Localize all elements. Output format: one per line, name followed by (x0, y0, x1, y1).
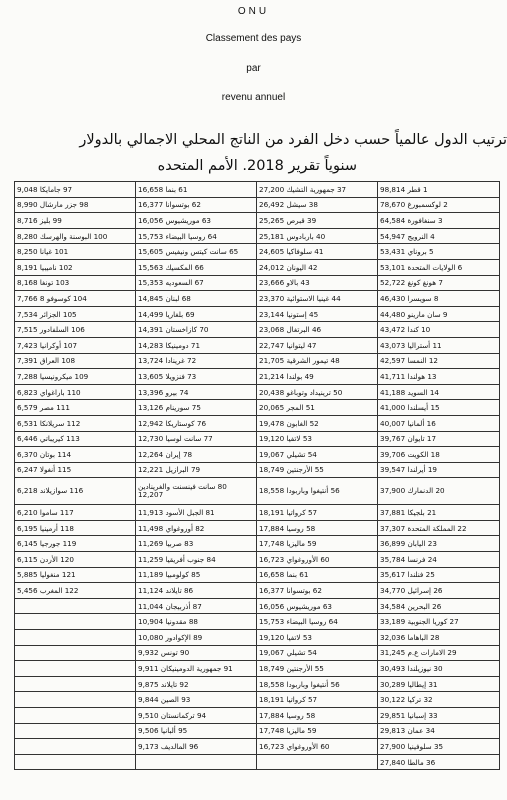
table-cell: 111 مصر 6,579 (15, 400, 136, 416)
header-subtitle: revenu annuel (221, 92, 286, 103)
table-cell: 56 أنتيغوا وباربودا 18,558 (257, 478, 378, 505)
table-cell: 13 هولندا 41,711 (378, 369, 500, 385)
table-cell (15, 645, 136, 661)
table-row (15, 536, 500, 552)
table-cell: 9 سان مارينو 44,480 (378, 306, 500, 322)
table-cell: 41 سلوفاكيا 24,605 (257, 244, 378, 260)
table-cell: 49 بولندا 21,214 (257, 369, 378, 385)
table-row (15, 754, 500, 770)
table-cell: 97 جامايكا 9,048 (15, 182, 136, 198)
table-cell: 24 فرنسا 35,784 (378, 552, 500, 568)
table-cell: 44 غينيا الاستوائية 23,370 (257, 291, 378, 307)
table-cell: 101 غيانا 8,250 (15, 244, 136, 260)
arabic-title-line-2: سنوياً تقرير 2018. الأمم المتحده (157, 158, 357, 174)
table-cell (15, 614, 136, 630)
table-cell: 67 السعوديه 15,353 (136, 275, 257, 291)
table-cell (15, 630, 136, 646)
table-cell: 83 صربيا 11,269 (136, 536, 257, 552)
ranking-table-body (15, 182, 500, 770)
table-cell: 7 هونغ كونغ 52,722 (378, 275, 500, 291)
table-row (15, 723, 500, 739)
table-cell: 75 سورينام 13,126 (136, 400, 257, 416)
table-cell (15, 739, 136, 755)
table-row (15, 369, 500, 385)
table-cell: 6 الولايات المتحدة 53,101 (378, 259, 500, 275)
table-row (15, 213, 500, 229)
table-cell: 54 تشيلي 19,067 (257, 447, 378, 463)
table-cell: 8 سويسرا 46,430 (378, 291, 500, 307)
table-row (15, 415, 500, 431)
table-cell: 110 باراغواي 6,823 (15, 384, 136, 400)
table-cell: 63 موريشيوس 16,056 (136, 213, 257, 229)
table-cell: 36 مالطا 27,840 (378, 754, 500, 770)
table-cell: 3 سنغافورة 64,584 (378, 213, 500, 229)
table-cell: 87 أذربيجان 11,044 (136, 598, 257, 614)
header-connector: par (246, 63, 261, 74)
table-cell: 11 أستراليا 43,073 (378, 337, 500, 353)
table-cell: 35 سلوفينيا 27,900 (378, 739, 500, 755)
table-cell: 40 باربادوس 25,181 (257, 228, 378, 244)
table-cell (15, 676, 136, 692)
table-row (15, 739, 500, 755)
table-cell: 91 جمهورية الدومينيكان 9,911 (136, 661, 257, 677)
table-row (15, 462, 500, 478)
table-cell: 108 العراق 7,391 (15, 353, 136, 369)
table-cell: 46 البرتغال 23,068 (257, 322, 378, 338)
table-cell: 104 كوسوفو 8 7,766 (15, 291, 136, 307)
table-cell: 57 كرواتيا 18,191 (257, 505, 378, 521)
table-cell: 92 تايلاند 9,875 (136, 676, 257, 692)
table-row (15, 306, 500, 322)
table-cell: 71 دومينيكا 14,283 (136, 337, 257, 353)
table-cell: 42 اليونان 24,012 (257, 259, 378, 275)
table-row (15, 661, 500, 677)
table-cell (257, 754, 378, 770)
table-cell: 113 كيريباتي 6,446 (15, 431, 136, 447)
table-cell: 15 أيسلندا 41,000 (378, 400, 500, 416)
table-cell (15, 692, 136, 708)
table-cell: 115 أنغولا 6,247 (15, 462, 136, 478)
table-cell: 60 الأوروغواي 16,723 (257, 739, 378, 755)
table-cell: 93 الصين 9,844 (136, 692, 257, 708)
table-cell: 63 موريشيوس 16,056 (257, 598, 378, 614)
table-cell: 61 بنما 16,658 (136, 182, 257, 198)
table-cell: 119 جورجيا 6,145 (15, 536, 136, 552)
table-cell: 59 ماليزيا 17,748 (257, 723, 378, 739)
table-cell: 34 عمان 29,813 (378, 723, 500, 739)
table-cell: 21 بلجيكا 37,881 (378, 505, 500, 521)
table-cell: 72 غرينادا 13,724 (136, 353, 257, 369)
table-cell: 106 السلفادور 7,515 (15, 322, 136, 338)
table-cell: 100 البوسنة والهرسك 8,280 (15, 228, 136, 244)
table-cell: 1 قطر 98,814 (378, 182, 500, 198)
table-cell: 69 بلغاريا 14,499 (136, 306, 257, 322)
table-cell: 26 إسرائيل 34,770 (378, 583, 500, 599)
table-cell: 18 الكويت 39,706 (378, 447, 500, 463)
table-cell: 55 الأرجنتين 18,749 (257, 661, 378, 677)
table-cell: 80 سانت فينسنت والغرينادين 12,207 (136, 478, 257, 505)
table-cell: 48 تيمور الشرقية 21,705 (257, 353, 378, 369)
table-cell (15, 661, 136, 677)
table-cell: 10 كندا 43,472 (378, 322, 500, 338)
table-cell: 94 تركمانستان 9,510 (136, 708, 257, 724)
table-cell (15, 598, 136, 614)
table-cell: 56 أنتيغوا وباربودا 18,558 (257, 676, 378, 692)
table-cell: 19 أيرلندا 39,547 (378, 462, 500, 478)
table-cell: 45 إستونيا 23,144 (257, 306, 378, 322)
table-cell: 74 بيرو 13,396 (136, 384, 257, 400)
arabic-title-line-1: ترتيب الدول عالمياً حسب دخل الفرد من الناتج المحلي الاجمالي بالدولار (79, 132, 507, 148)
table-cell (15, 754, 136, 770)
table-cell: 114 بوتان 6,370 (15, 447, 136, 463)
table-cell: 58 روسيا 17,884 (257, 708, 378, 724)
table-cell: 96 المالديف 9,173 (136, 739, 257, 755)
header-title: Classement des pays (205, 33, 302, 44)
table-row (15, 291, 500, 307)
table-row (15, 182, 500, 198)
table-cell: 107 أوكرانيا 7,423 (15, 337, 136, 353)
table-cell: 57 كرواتيا 18,191 (257, 692, 378, 708)
table-cell: 62 بوتسوانا 16,377 (257, 583, 378, 599)
table-row (15, 447, 500, 463)
table-cell: 60 الأوروغواي 16,723 (257, 552, 378, 568)
table-cell: 61 بنما 16,658 (257, 567, 378, 583)
table-cell: 12 النمسا 42,597 (378, 353, 500, 369)
ranking-table (14, 181, 500, 770)
table-cell: 102 ناميبيا 8,191 (15, 259, 136, 275)
table-row (15, 520, 500, 536)
table-cell: 2 لوكسمبورغ 78,670 (378, 197, 500, 213)
table-cell: 38 سيشل 26,492 (257, 197, 378, 213)
table-cell: 4 النرويج 54,947 (378, 228, 500, 244)
table-cell: 82 أوروغواي 11,498 (136, 520, 257, 536)
table-cell: 29 الامارات ع.م 31,245 (378, 645, 500, 661)
table-cell: 76 كوستاريكا 12,942 (136, 415, 257, 431)
table-cell: 90 تونس 9,932 (136, 645, 257, 661)
table-cell: 20 الدنمارك 37,900 (378, 478, 500, 505)
table-cell: 105 الجزائر 7,534 (15, 306, 136, 322)
table-row (15, 614, 500, 630)
table-cell: 73 فنزويلا 13,605 (136, 369, 257, 385)
table-row (15, 478, 500, 505)
table-cell: 95 ألبانيا 9,506 (136, 723, 257, 739)
table-cell: 28 الباهاما 32,036 (378, 630, 500, 646)
table-row (15, 337, 500, 353)
table-cell: 26 البحرين 34,584 (378, 598, 500, 614)
table-cell: 85 كولومبيا 11,189 (136, 567, 257, 583)
table-cell (136, 754, 257, 770)
table-cell: 27 كوريا الجنوبية 33,189 (378, 614, 500, 630)
table-cell (15, 723, 136, 739)
table-cell: 79 البرازيل 12,221 (136, 462, 257, 478)
table-cell: 66 المكسيك 15,563 (136, 259, 257, 275)
table-cell: 99 بليز 8,716 (15, 213, 136, 229)
table-row (15, 552, 500, 568)
table-cell: 59 ماليزيا 17,748 (257, 536, 378, 552)
table-row (15, 598, 500, 614)
header-org: ONU (237, 6, 270, 17)
table-cell: 77 سانت لوسيا 12,730 (136, 431, 257, 447)
table-cell: 14 السويد 41,188 (378, 384, 500, 400)
table-cell: 81 الجبل الأسود 11,913 (136, 505, 257, 521)
table-cell: 103 تونغا 8,168 (15, 275, 136, 291)
table-cell: 109 ميكرونيسيا 7,288 (15, 369, 136, 385)
table-cell: 37 جمهورية التشيك 27,200 (257, 182, 378, 198)
table-cell: 53 لاتفيا 19,120 (257, 630, 378, 646)
table-row (15, 567, 500, 583)
table-cell: 47 ليتوانيا 22,747 (257, 337, 378, 353)
table-cell: 65 سانت كيتس ونيفيس 15,605 (136, 244, 257, 260)
table-row (15, 645, 500, 661)
table-cell: 32 تركيا 30,122 (378, 692, 500, 708)
table-cell: 39 قبرص 25,265 (257, 213, 378, 229)
table-cell: 22 المملكة المتحدة 37,307 (378, 520, 500, 536)
table-row (15, 197, 500, 213)
table-cell: 31 إيطاليا 30,289 (378, 676, 500, 692)
table-row (15, 353, 500, 369)
table-cell: 58 روسيا 17,884 (257, 520, 378, 536)
table-row (15, 431, 500, 447)
table-cell: 70 كازاخستان 14,391 (136, 322, 257, 338)
table-row (15, 400, 500, 416)
table-cell: 25 فنلندا 35,617 (378, 567, 500, 583)
table-cell: 30 نيوزيلندا 30,493 (378, 661, 500, 677)
table-cell: 43 بالاو 23,666 (257, 275, 378, 291)
table-row (15, 708, 500, 724)
table-cell: 84 جنوب أفريقيا 11,259 (136, 552, 257, 568)
table-cell: 55 الأرجنتين 18,749 (257, 462, 378, 478)
table-cell: 54 تشيلي 19,067 (257, 645, 378, 661)
table-cell: 23 اليابان 36,899 (378, 536, 500, 552)
table-cell: 16 ألمانيا 40,007 (378, 415, 500, 431)
table-cell: 64 روسيا البيضاء 15,753 (136, 228, 257, 244)
table-row (15, 322, 500, 338)
table-cell: 117 ساموا 6,210 (15, 505, 136, 521)
table-row (15, 630, 500, 646)
table-row (15, 228, 500, 244)
table-cell: 64 روسيا البيضاء 15,753 (257, 614, 378, 630)
table-cell: 112 سريلانكا 6,531 (15, 415, 136, 431)
table-cell: 89 الإكوادور 10,080 (136, 630, 257, 646)
table-cell: 51 المجر 20,065 (257, 400, 378, 416)
table-cell: 68 لبنان 14,845 (136, 291, 257, 307)
table-row (15, 259, 500, 275)
table-cell: 98 جزر مارشال 8,990 (15, 197, 136, 213)
table-cell: 120 الأردن 6,115 (15, 552, 136, 568)
table-row (15, 505, 500, 521)
table-row (15, 583, 500, 599)
table-cell: 53 لاتفيا 19,120 (257, 431, 378, 447)
table-row (15, 676, 500, 692)
table-cell: 86 تايلاند 11,124 (136, 583, 257, 599)
table-cell: 50 ترينيداد وتوباغو 20,438 (257, 384, 378, 400)
table-cell: 5 بروناي 53,431 (378, 244, 500, 260)
table-cell: 122 المغرب 5,456 (15, 583, 136, 599)
table-cell: 78 إيران 12,264 (136, 447, 257, 463)
table-row (15, 692, 500, 708)
table-cell: 88 مقدونيا 10,904 (136, 614, 257, 630)
table-cell (15, 708, 136, 724)
table-cell: 17 تايوان 39,767 (378, 431, 500, 447)
table-cell: 118 أرمينيا 6,195 (15, 520, 136, 536)
table-cell: 121 منغوليا 5,885 (15, 567, 136, 583)
table-cell: 33 إسبانيا 29,851 (378, 708, 500, 724)
table-row (15, 275, 500, 291)
table-cell: 116 سوازيلاند 6,218 (15, 478, 136, 505)
table-row (15, 384, 500, 400)
table-row (15, 244, 500, 260)
table-cell: 62 بوتسوانا 16,377 (136, 197, 257, 213)
table-cell: 52 الغابون 19,478 (257, 415, 378, 431)
